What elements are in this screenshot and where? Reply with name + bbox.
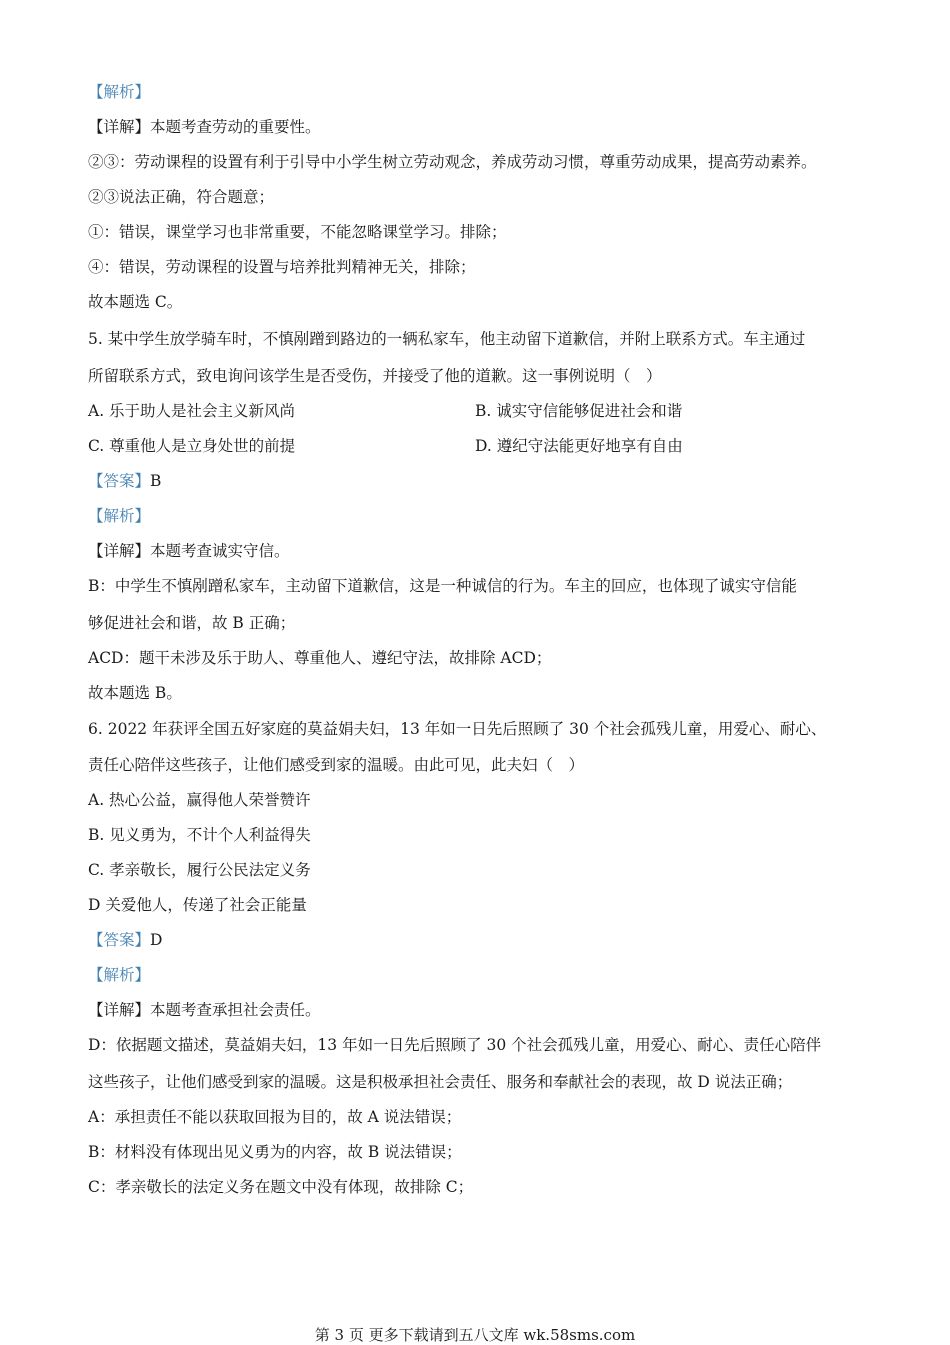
question-5-stem: 5. 某中学生放学骑车时，不慎剐蹭到路边的一辆私家车，他主动留下道歉信，并附上联系方式。车主通过: [88, 330, 806, 348]
detail-line: 【详解】本题考查劳动的重要性。: [88, 118, 321, 136]
analysis-paragraph: A：承担责任不能以获取回报为目的，故 A 说法错误；: [88, 1108, 462, 1126]
answer-value: D: [150, 931, 163, 949]
question-5-answer: [88, 471, 161, 491]
analysis-paragraph: B：中学生不慎剐蹭私家车，主动留下道歉信，这是一种诚信的行为。车主的回应，也体现了诚实守信能: [88, 577, 797, 595]
conclusion-line: 故本题选 B。: [88, 684, 182, 702]
analysis-paragraph: ②③：劳动课程的设置有利于引导中小学生树立劳动观念，养成劳动习惯，尊重劳动成果，提高劳动素养。: [88, 153, 817, 171]
question-6-option-b: B. 见义勇为，不计个人利益得失: [88, 826, 311, 844]
conclusion-line: 故本题选 C。: [88, 293, 183, 311]
analysis-paragraph: ②③说法正确，符合题意；: [88, 188, 275, 206]
analysis-paragraph: ①：错误，课堂学习也非常重要，不能忽略课堂学习。排除；: [88, 223, 507, 241]
analysis-paragraph: B：材料没有体现出见义勇为的内容，故 B 说法错误；: [88, 1143, 462, 1161]
question-6-option-c: C. 孝亲敬长，履行公民法定义务: [88, 861, 311, 879]
question-5-option-c: C. 尊重他人是立身处世的前提: [88, 437, 296, 455]
analysis-tag: 【解析】: [88, 507, 151, 525]
analysis-paragraph: ④：错误，劳动课程的设置与培养批判精神无关，排除；: [88, 258, 476, 276]
answer-value: B: [150, 472, 162, 490]
analysis-tag: 【解析】: [88, 83, 151, 101]
page-footer: 第 3 页 更多下载请到五八文库 wk.58sms.com: [314, 1326, 636, 1344]
analysis-paragraph: C：孝亲敬长的法定义务在题文中没有体现，故排除 C；: [88, 1178, 474, 1196]
question-6-stem: 6. 2022 年获评全国五好家庭的莫益娟夫妇，13 年如一日先后照顾了 30 个社会孤残儿童，用爱心、耐心、: [88, 720, 827, 738]
question-5-option-b: B. 诚实守信能够促进社会和谐: [475, 402, 683, 420]
question-5-option-a: A. 乐于助人是社会主义新风尚: [88, 402, 296, 420]
question-6-stem-cont: 责任心陪伴这些孩子，让他们感受到家的温暖。由此可见，此夫妇（ ）: [88, 756, 585, 774]
detail-line: 【详解】本题考查承担社会责任。: [88, 1001, 321, 1019]
question-6-answer: [88, 930, 162, 950]
question-5-stem-cont: 所留联系方式，致电询问该学生是否受伤，并接受了他的道歉。这一事例说明（ ）: [88, 367, 662, 385]
analysis-tag: 【解析】: [88, 966, 151, 984]
analysis-paragraph-cont: 这些孩子，让他们感受到家的温暖。这是积极承担社会责任、服务和奉献社会的表现，故 D 说法正确；: [88, 1073, 793, 1091]
analysis-paragraph-cont: 够促进社会和谐，故 B 正确；: [88, 614, 296, 632]
detail-line: 【详解】本题考查诚实守信。: [88, 542, 290, 560]
analysis-paragraph: ACD：题干未涉及乐于助人、尊重他人、遵纪守法，故排除 ACD；: [88, 649, 552, 667]
answer-tag: 【答案】: [88, 472, 151, 490]
answer-tag: 【答案】: [88, 931, 151, 949]
question-6-option-d: D 关爱他人，传递了社会正能量: [88, 896, 307, 914]
analysis-paragraph: D：依据题文描述，莫益娟夫妇，13 年如一日先后照顾了 30 个社会孤残儿童，用爱心、耐心、责任心陪伴: [88, 1036, 822, 1054]
question-6-option-a: A. 热心公益，赢得他人荣誉赞许: [88, 791, 311, 809]
question-5-option-d: D. 遵纪守法能更好地享有自由: [475, 437, 683, 455]
